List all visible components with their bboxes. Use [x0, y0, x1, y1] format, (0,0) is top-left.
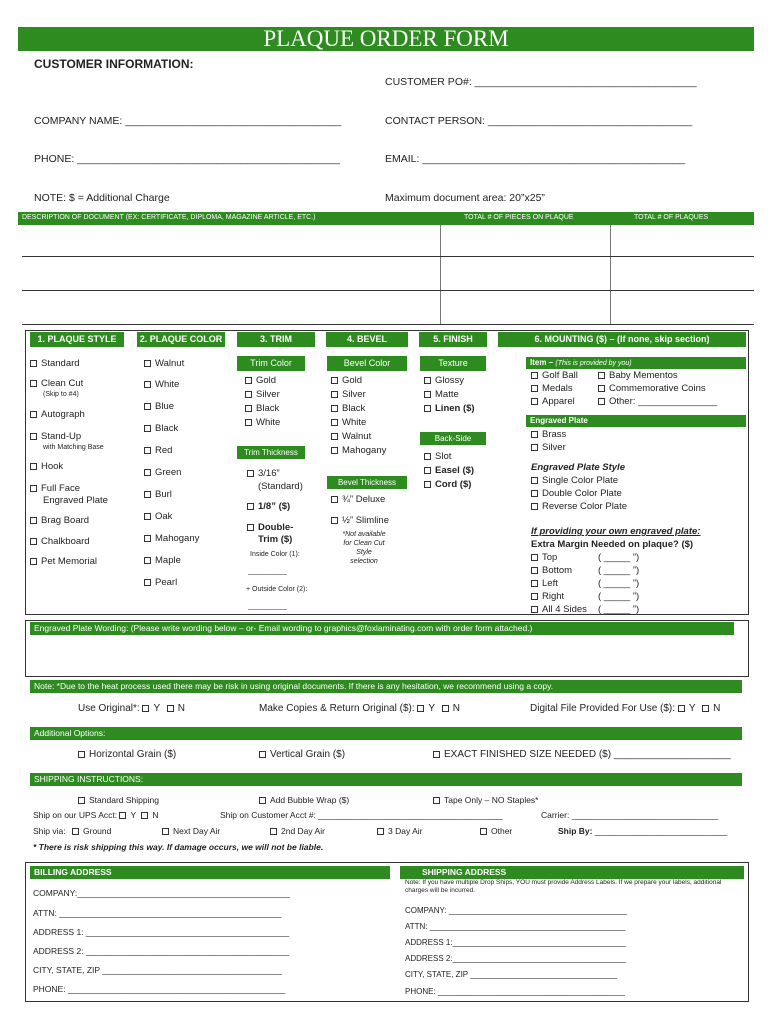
billing-company-field[interactable]: COMPANY:_____________________________________________ — [33, 888, 290, 898]
checkbox[interactable] — [245, 405, 252, 412]
section-finish: 5. FINISH — [419, 332, 487, 347]
trim-color-header: Trim Color — [237, 356, 305, 371]
description-header-bar — [18, 212, 754, 225]
description-line[interactable] — [22, 324, 754, 325]
mount-apparel-option[interactable]: Apparel — [531, 395, 575, 408]
checkbox[interactable] — [30, 538, 37, 545]
checkbox[interactable] — [442, 705, 449, 712]
finish-linen-option[interactable]: Linen ($) — [424, 402, 475, 415]
checkbox[interactable] — [141, 812, 148, 819]
company-name-field[interactable]: COMPANY NAME: _____________________________________ — [34, 115, 342, 127]
style-autograph-option[interactable]: Autograph — [30, 408, 85, 421]
billing-address-bar: BILLING ADDRESS — [30, 866, 390, 879]
checkbox[interactable] — [424, 405, 431, 412]
description-line[interactable] — [22, 256, 754, 257]
margin-bottom-option[interactable]: Bottom — [531, 564, 572, 577]
color-oak-option[interactable]: Oak — [144, 510, 172, 523]
max-area-note: Maximum document area: 20”x25” — [385, 192, 545, 204]
margin-left-blank[interactable]: ( _____ ”) — [598, 578, 640, 589]
color-green-option[interactable]: Green — [144, 466, 181, 479]
bevel-gold-option[interactable]: Gold — [331, 374, 362, 387]
second-day-option[interactable]: 2nd Day Air — [270, 826, 325, 836]
wording-box[interactable] — [25, 620, 749, 677]
inside-color-blank[interactable]: __________ — [248, 568, 287, 575]
checkbox[interactable] — [433, 751, 440, 758]
color-walnut-option[interactable]: Walnut — [144, 357, 184, 370]
checkbox[interactable] — [531, 477, 538, 484]
billing-address1-field[interactable]: ADDRESS 1: ___________________________________________ — [33, 927, 290, 937]
color-blue-option[interactable]: Blue — [144, 400, 174, 413]
shipping-city-field[interactable]: CITY, STATE, ZIP _________________________________ — [405, 970, 618, 979]
checkbox[interactable] — [433, 797, 440, 804]
checkbox[interactable] — [144, 425, 151, 432]
checkbox[interactable] — [144, 579, 151, 586]
checkbox[interactable] — [245, 377, 252, 384]
checkbox[interactable] — [531, 606, 538, 613]
style-full-face-option[interactable]: Full Face — [30, 482, 80, 495]
checkbox[interactable] — [119, 812, 126, 819]
trim-gold-option[interactable]: Gold — [245, 374, 276, 387]
checkbox[interactable] — [417, 705, 424, 712]
mount-medals-option[interactable]: Medals — [531, 382, 573, 395]
section-bevel: 4. BEVEL — [326, 332, 408, 347]
trim-standard-label: (Standard) — [258, 481, 303, 492]
billing-phone-field[interactable]: PHONE: ______________________________________________ — [33, 984, 286, 994]
description-line[interactable] — [22, 290, 754, 291]
standard-shipping-option[interactable]: Standard Shipping — [78, 795, 159, 805]
billing-attn-field[interactable]: ATTN: _______________________________________________ — [33, 908, 282, 918]
page-title: PLAQUE ORDER FORM — [18, 27, 754, 51]
checkbox[interactable] — [331, 447, 338, 454]
style-standup-option[interactable]: Stand-Up — [30, 430, 81, 443]
checkbox[interactable] — [531, 490, 538, 497]
checkbox[interactable] — [30, 463, 37, 470]
bevel-silver-option[interactable]: Silver — [331, 388, 366, 401]
checkbox[interactable] — [30, 411, 37, 418]
section-plaque-style: 1. PLAQUE STYLE — [30, 332, 124, 347]
checkbox[interactable] — [144, 381, 151, 388]
checkbox[interactable] — [377, 828, 384, 835]
customer-account-field[interactable]: Ship on Customer Acct #: _______________________________________ — [220, 810, 503, 820]
checkbox[interactable] — [78, 797, 85, 804]
column-divider — [610, 225, 611, 325]
checkbox[interactable] — [331, 405, 338, 412]
checkbox[interactable] — [331, 517, 338, 524]
ship-by-field[interactable]: Ship By: ____________________________ — [558, 826, 728, 836]
make-copies-row: Make Copies & Return Original ($): Y N — [259, 703, 460, 714]
color-white-option[interactable]: White — [144, 378, 179, 391]
mount-baby-option[interactable]: Baby Mementos — [598, 369, 678, 382]
section-trim: 3. TRIM — [237, 332, 315, 347]
inside-color-label: Inside Color (1): — [250, 551, 300, 558]
checkbox[interactable] — [480, 828, 487, 835]
margin-all-option[interactable]: All 4 Sides — [531, 603, 587, 616]
checkbox[interactable] — [72, 828, 79, 835]
trim-3-16-option[interactable]: 3/16” — [247, 467, 280, 480]
wording-bar: Engraved Plate Wording: (Please write wording below – or- Email wording to graphics@foxlaminating.com with order form attached.) — [30, 622, 734, 635]
mounting-item-header: Item – (This is provided by you) — [526, 357, 746, 369]
style-double-option[interactable]: Double Color Plate — [531, 487, 622, 500]
checkbox[interactable] — [247, 503, 254, 510]
color-burl-option[interactable]: Burl — [144, 488, 172, 501]
trim-black-option[interactable]: Black — [245, 402, 279, 415]
outside-color-blank[interactable]: __________ — [248, 603, 287, 610]
vertical-grain-option[interactable]: Vertical Grain ($) — [259, 749, 345, 760]
margin-left-option[interactable]: Left — [531, 577, 558, 590]
checkbox[interactable] — [598, 372, 605, 379]
checkbox[interactable] — [531, 372, 538, 379]
checkbox[interactable] — [142, 705, 149, 712]
drop-ship-note: Note: If you have multiple Drop Ships, YOU must provide Address Labels. If we prepare your labels, additional charges will be incurred. — [405, 879, 722, 894]
checkbox[interactable] — [531, 503, 538, 510]
color-maple-option[interactable]: Maple — [144, 554, 181, 567]
checkbox[interactable] — [331, 496, 338, 503]
style-single-option[interactable]: Single Color Plate — [531, 474, 618, 487]
outside-color-label: + Outside Color (2): — [246, 586, 308, 593]
bevel-white-option[interactable]: White — [331, 416, 366, 429]
shipping-instructions-bar: SHIPPING INSTRUCTIONS: — [30, 773, 742, 786]
billing-city-field[interactable]: CITY, STATE, ZIP ______________________________________ — [33, 965, 282, 975]
checkbox[interactable] — [162, 828, 169, 835]
customer-info-heading: CUSTOMER INFORMATION: — [34, 57, 194, 71]
email-field[interactable]: EMAIL: _____________________________________________ — [385, 153, 686, 165]
full-face-line2: Engraved Plate — [43, 495, 108, 506]
style-chalkboard-option[interactable]: Chalkboard — [30, 535, 90, 548]
trim-1-8-option[interactable]: 1/8” ($) — [247, 500, 290, 513]
checkbox[interactable] — [531, 431, 538, 438]
checkbox[interactable] — [144, 535, 151, 542]
checkbox[interactable] — [424, 481, 431, 488]
bubble-wrap-option[interactable]: Add Bubble Wrap ($) — [259, 795, 349, 805]
color-black-option[interactable]: Black — [144, 422, 178, 435]
trim-silver-option[interactable]: Silver — [245, 388, 280, 401]
checkbox[interactable] — [678, 705, 685, 712]
margin-bottom-blank[interactable]: ( _____ ”) — [598, 565, 640, 576]
checkbox[interactable] — [245, 391, 252, 398]
back-side-header: Back-Side — [420, 432, 486, 445]
engraved-brass-option[interactable]: Brass — [531, 428, 566, 441]
checkbox[interactable] — [144, 469, 151, 476]
checkbox[interactable] — [247, 524, 254, 531]
checkbox[interactable] — [531, 580, 538, 587]
checkbox[interactable] — [144, 403, 151, 410]
note-bar: Note: *Due to the heat process used there may be risk in using original documents. If there is any hesitation, we recommend using a copy. — [30, 680, 742, 693]
additional-charge-note: NOTE: $ = Additional Charge — [34, 192, 170, 204]
shipping-address2-field[interactable]: ADDRESS 2:_______________________________________ — [405, 954, 627, 963]
column-divider — [440, 225, 441, 325]
customer-po-field[interactable]: CUSTOMER PO#: ______________________________________ — [385, 76, 697, 88]
clean-cut-note: (Skip to #4) — [43, 391, 79, 398]
checkbox[interactable] — [144, 513, 151, 520]
back-slot-option[interactable]: Slot — [424, 450, 451, 463]
checkbox[interactable] — [144, 360, 151, 367]
bevel-thickness-header: Bevel Thickness — [327, 476, 407, 489]
contact-person-field[interactable]: CONTACT PERSON: ___________________________________ — [385, 115, 693, 127]
mount-golf-ball-option[interactable]: Golf Ball — [531, 369, 578, 382]
ground-option[interactable]: Ground — [72, 826, 111, 836]
exact-size-option[interactable]: EXACT FINISHED SIZE NEEDED ($) _____________________ — [433, 749, 731, 760]
section-mounting: 6. MOUNTING ($) – (If none, skip section) — [498, 332, 746, 347]
bevel-mahogany-option[interactable]: Mahogany — [331, 444, 386, 457]
checkbox[interactable] — [245, 419, 252, 426]
horizontal-grain-option[interactable]: Horizontal Grain ($) — [78, 749, 176, 760]
use-original-row: Use Original*: Y N — [78, 703, 185, 714]
checkbox[interactable] — [702, 705, 709, 712]
checkbox[interactable] — [531, 385, 538, 392]
color-red-option[interactable]: Red — [144, 444, 172, 457]
trim-double-option[interactable]: Double- — [247, 521, 293, 534]
description-header: DESCRIPTION OF DOCUMENT (EX: CERTIFICATE, DIPLOMA, MAGAZINE ARTICLE, ETC.) — [22, 214, 316, 221]
checkbox[interactable] — [144, 491, 151, 498]
bevel-deluxe-option[interactable]: ¾” Deluxe — [331, 493, 385, 506]
checkbox[interactable] — [598, 385, 605, 392]
finish-matte-option[interactable]: Matte — [424, 388, 459, 401]
checkbox[interactable] — [30, 433, 37, 440]
checkbox[interactable] — [30, 558, 37, 565]
checkbox[interactable] — [424, 391, 431, 398]
checkbox[interactable] — [259, 797, 266, 804]
checkbox[interactable] — [424, 377, 431, 384]
checkbox[interactable] — [30, 360, 37, 367]
checkbox[interactable] — [167, 705, 174, 712]
other-option[interactable]: Other — [480, 826, 512, 836]
color-mahogany-option[interactable]: Mahogany — [144, 532, 199, 545]
margin-right-blank[interactable]: ( _____ ”) — [598, 591, 640, 602]
checkbox[interactable] — [424, 467, 431, 474]
bevel-slimline-option[interactable]: ½” Slimline — [331, 514, 389, 527]
engraved-silver-option[interactable]: Silver — [531, 441, 566, 454]
pieces-header: TOTAL # OF PIECES ON PLAQUE — [464, 214, 574, 221]
style-clean-cut-option[interactable]: Clean Cut — [30, 377, 83, 390]
bevel-note: *Not available for Clean Cut Style selection — [342, 531, 386, 565]
style-reverse-option[interactable]: Reverse Color Plate — [531, 500, 627, 513]
color-pearl-option[interactable]: Pearl — [144, 576, 177, 589]
checkbox[interactable] — [247, 470, 254, 477]
trim-white-option[interactable]: White — [245, 416, 280, 429]
engraved-style-heading: Engraved Plate Style — [531, 462, 625, 473]
checkbox[interactable] — [424, 453, 431, 460]
style-pet-memorial-option[interactable]: Pet Memorial — [30, 555, 97, 568]
checkbox[interactable] — [78, 751, 85, 758]
ups-account-row: Ship on our UPS Acct: Y N — [33, 810, 159, 820]
checkbox[interactable] — [531, 398, 538, 405]
tape-only-option[interactable]: Tape Only – NO Staples* — [433, 795, 539, 805]
margin-all-blank[interactable]: ( _____ ”) — [598, 604, 640, 615]
shipping-company-field[interactable]: COMPANY: ________________________________________ — [405, 906, 627, 915]
trim-double-line2: Trim ($) — [258, 534, 293, 545]
additional-options-bar: Additional Options: — [30, 727, 742, 740]
shipping-attn-field[interactable]: ATTN: ____________________________________________ — [405, 922, 626, 931]
checkbox[interactable] — [531, 554, 538, 561]
checkbox[interactable] — [30, 380, 37, 387]
shipping-phone-field[interactable]: PHONE: __________________________________________ — [405, 987, 625, 996]
checkbox[interactable] — [531, 593, 538, 600]
back-easel-option[interactable]: Easel ($) — [424, 464, 474, 477]
margin-right-option[interactable]: Right — [531, 590, 564, 603]
checkbox[interactable] — [144, 557, 151, 564]
style-standard-option[interactable]: Standard — [30, 357, 80, 370]
style-hook-option[interactable]: Hook — [30, 460, 63, 473]
plaques-header: TOTAL # OF PLAQUES — [634, 214, 709, 221]
back-cord-option[interactable]: Cord ($) — [424, 478, 471, 491]
checkbox[interactable] — [331, 377, 338, 384]
margin-top-option[interactable]: Top — [531, 551, 557, 564]
bevel-walnut-option[interactable]: Walnut — [331, 430, 371, 443]
margin-top-blank[interactable]: ( _____ ”) — [598, 552, 640, 563]
phone-field[interactable]: PHONE: _____________________________________________ — [34, 153, 340, 165]
checkbox[interactable] — [259, 751, 266, 758]
checkbox[interactable] — [531, 567, 538, 574]
finish-glossy-option[interactable]: Glossy — [424, 374, 464, 387]
mount-other-option[interactable]: Other: _______________ — [598, 395, 717, 408]
bevel-color-header: Bevel Color — [327, 356, 407, 371]
section-plaque-color: 2. PLAQUE COLOR — [137, 332, 225, 347]
checkbox[interactable] — [331, 433, 338, 440]
checkbox[interactable] — [270, 828, 277, 835]
checkbox[interactable] — [531, 444, 538, 451]
carrier-field[interactable]: Carrier: _______________________________ — [541, 810, 719, 820]
checkbox[interactable] — [30, 517, 37, 524]
third-day-option[interactable]: 3 Day Air — [377, 826, 423, 836]
checkbox[interactable] — [144, 447, 151, 454]
margin-subheading: Extra Margin Needed on plaque? ($) — [531, 539, 694, 550]
standup-note: with Matching Base — [43, 444, 104, 451]
texture-header: Texture — [420, 356, 486, 371]
style-brag-board-option[interactable]: Brag Board — [30, 514, 89, 527]
trim-thickness-header: Trim Thickness — [237, 446, 305, 459]
checkbox[interactable] — [331, 391, 338, 398]
digital-file-row: Digital File Provided For Use ($): Y N — [530, 703, 721, 714]
next-day-option[interactable]: Next Day Air — [162, 826, 220, 836]
margin-heading: If providing your own engraved plate: — [531, 526, 701, 537]
checkbox[interactable] — [598, 398, 605, 405]
mount-coins-option[interactable]: Commemorative Coins — [598, 382, 706, 395]
billing-address2-field[interactable]: ADDRESS 2: ___________________________________________ — [33, 946, 290, 956]
risk-note: * There is risk shipping this way. If damage occurs, we will not be liable. — [33, 842, 324, 852]
shipping-address-bar: SHIPPING ADDRESS — [400, 866, 744, 879]
checkbox[interactable] — [331, 419, 338, 426]
ship-via-label: Ship via: — [33, 826, 66, 836]
engraved-plate-header: Engraved Plate — [526, 415, 746, 427]
checkbox[interactable] — [30, 485, 37, 492]
bevel-black-option[interactable]: Black — [331, 402, 365, 415]
shipping-address1-field[interactable]: ADDRESS 1:_______________________________________ — [405, 938, 627, 947]
